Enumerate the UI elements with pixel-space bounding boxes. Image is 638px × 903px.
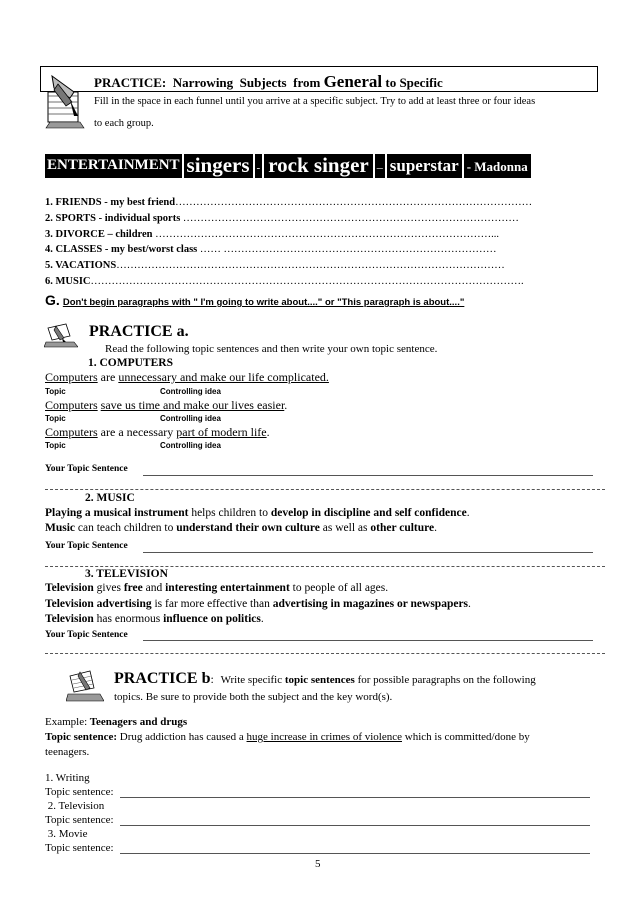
practice-label: PRACTICE: [94,75,167,90]
funnel-rock-singer: rock singer [264,154,373,178]
example-topic-sentence: Topic sentence: Drug addiction has caused a huge increase in crimes of violence which is committed/done by [45,731,530,743]
example-topic-sentence-line2: teenagers. [45,746,90,758]
your-topic-label: Your Topic Sentence [45,541,128,551]
topic-label: Topic [45,414,66,423]
general-word: General [323,72,383,91]
list-item: 2. SPORTS - individual sports …………………………………………………………………………………… [45,212,519,224]
topic-sentence-input[interactable] [120,797,590,798]
topic-sentence-label: Topic sentence: [45,786,114,798]
music-sentence-1: Playing a musical instrument helps children to develop in discipline and self confidence. [45,507,470,519]
your-topic-label: Your Topic Sentence [45,630,128,640]
topic-label: Topic [45,387,66,396]
funnel-row [45,154,531,178]
list-item: 3. DIVORCE – children ……………………………………………………………………………………... [45,228,500,240]
controlling-idea-label: Controlling idea [160,387,221,396]
subjects-word: Subjects [239,75,287,90]
topic-label: Topic [45,441,66,450]
from-word: from [293,75,321,90]
item-writing: 1. Writing [45,772,90,784]
narrowing-word: Narrowing [172,75,234,90]
writing-hand-icon [44,72,88,130]
your-topic-input[interactable] [143,552,593,553]
music-sentence-2: Music can teach children to understand their own culture as well as other culture. [45,522,438,534]
section-television-heading: 3. TELEVISION [85,568,168,580]
answer-line[interactable] [45,653,605,654]
funnel-superstar: superstar [387,154,462,178]
practice-instructions: Fill in the space in each funnel until you arrive at a specific subject. Try to add at least three or four ideas [94,96,536,107]
topic-sentence-input[interactable] [120,825,590,826]
to-specific-word: to Specific [385,75,443,90]
television-sentence-1: Television gives free and interesting entertainment to people of all ages. [45,582,389,594]
controlling-idea-label: Controlling idea [160,414,221,423]
funnel-singers: singers [184,154,253,178]
answer-line[interactable] [45,566,605,567]
topic-sentence-input[interactable] [120,853,590,854]
funnel-madonna: - Madonna [464,154,531,178]
funnel-dash-1: - [255,154,263,178]
controlling-idea-label: Controlling idea [160,441,221,450]
tip-text: Don't begin paragraphs with " I'm going to write about...." or "This paragraph is about...." [62,297,465,308]
your-topic-input[interactable] [143,640,593,641]
funnel-dash-2: – [375,154,385,178]
computers-sentence-3: Computers are a necessary part of modern life. [45,425,270,439]
example-row: Example: Teenagers and drugs [45,716,188,728]
section-music-heading: 2. MUSIC [85,492,135,504]
item-movie: 3. Movie [45,828,88,840]
your-topic-input[interactable] [143,475,593,476]
practice-b-title-row: PRACTICE b: Write specific topic sentences for possible paragraphs on the following [114,670,536,687]
computers-sentence-2: Computers save us time and make our lives easier. [45,398,288,412]
television-sentence-3: Television has enormous influence on politics. [45,613,264,625]
list-item: 4. CLASSES - my best/worst class …… …………………………………………………………………… [45,244,497,256]
writing-hand-icon [66,668,104,702]
practice-instructions-line2: to each group. [94,118,154,129]
tip-row [45,292,464,308]
practice-header-title [94,72,443,92]
answer-line[interactable] [45,489,605,490]
list-item: 1. FRIENDS - my best friend………………………………………………………………………………………… [45,197,533,208]
funnel-list [45,195,532,290]
topic-sentence-label: Topic sentence: [45,842,114,854]
your-topic-label: Your Topic Sentence [45,464,128,474]
writing-hand-icon [44,322,78,348]
page-number: 5 [315,858,321,870]
computers-sentence-1: Computers are unnecessary and make our life complicated. [45,370,329,384]
section-computers-heading: 1. COMPUTERS [88,357,173,369]
television-sentence-2: Television advertising is far more effective than advertising in magazines or newspapers. [45,598,471,610]
list-item: 6. MUSIC……………………………………………………………………………………………………………. [45,275,524,287]
practice-b-title: PRACTICE b [114,670,211,687]
funnel-entertainment: ENTERTAINMENT [45,154,182,178]
list-item: 5. VACATIONS………………………………………………………………………………………………… [45,260,505,272]
item-television: 2. Television [45,800,105,812]
practice-b-instruction-2: topics. Be sure to provide both the subject and the key word(s). [114,691,393,703]
practice-a-title: PRACTICE a. [89,323,189,340]
practice-a-instruction: Read the following topic sentences and then write your own topic sentence. [105,343,438,355]
topic-sentence-label: Topic sentence: [45,814,114,826]
tip-letter: G. [45,292,60,308]
